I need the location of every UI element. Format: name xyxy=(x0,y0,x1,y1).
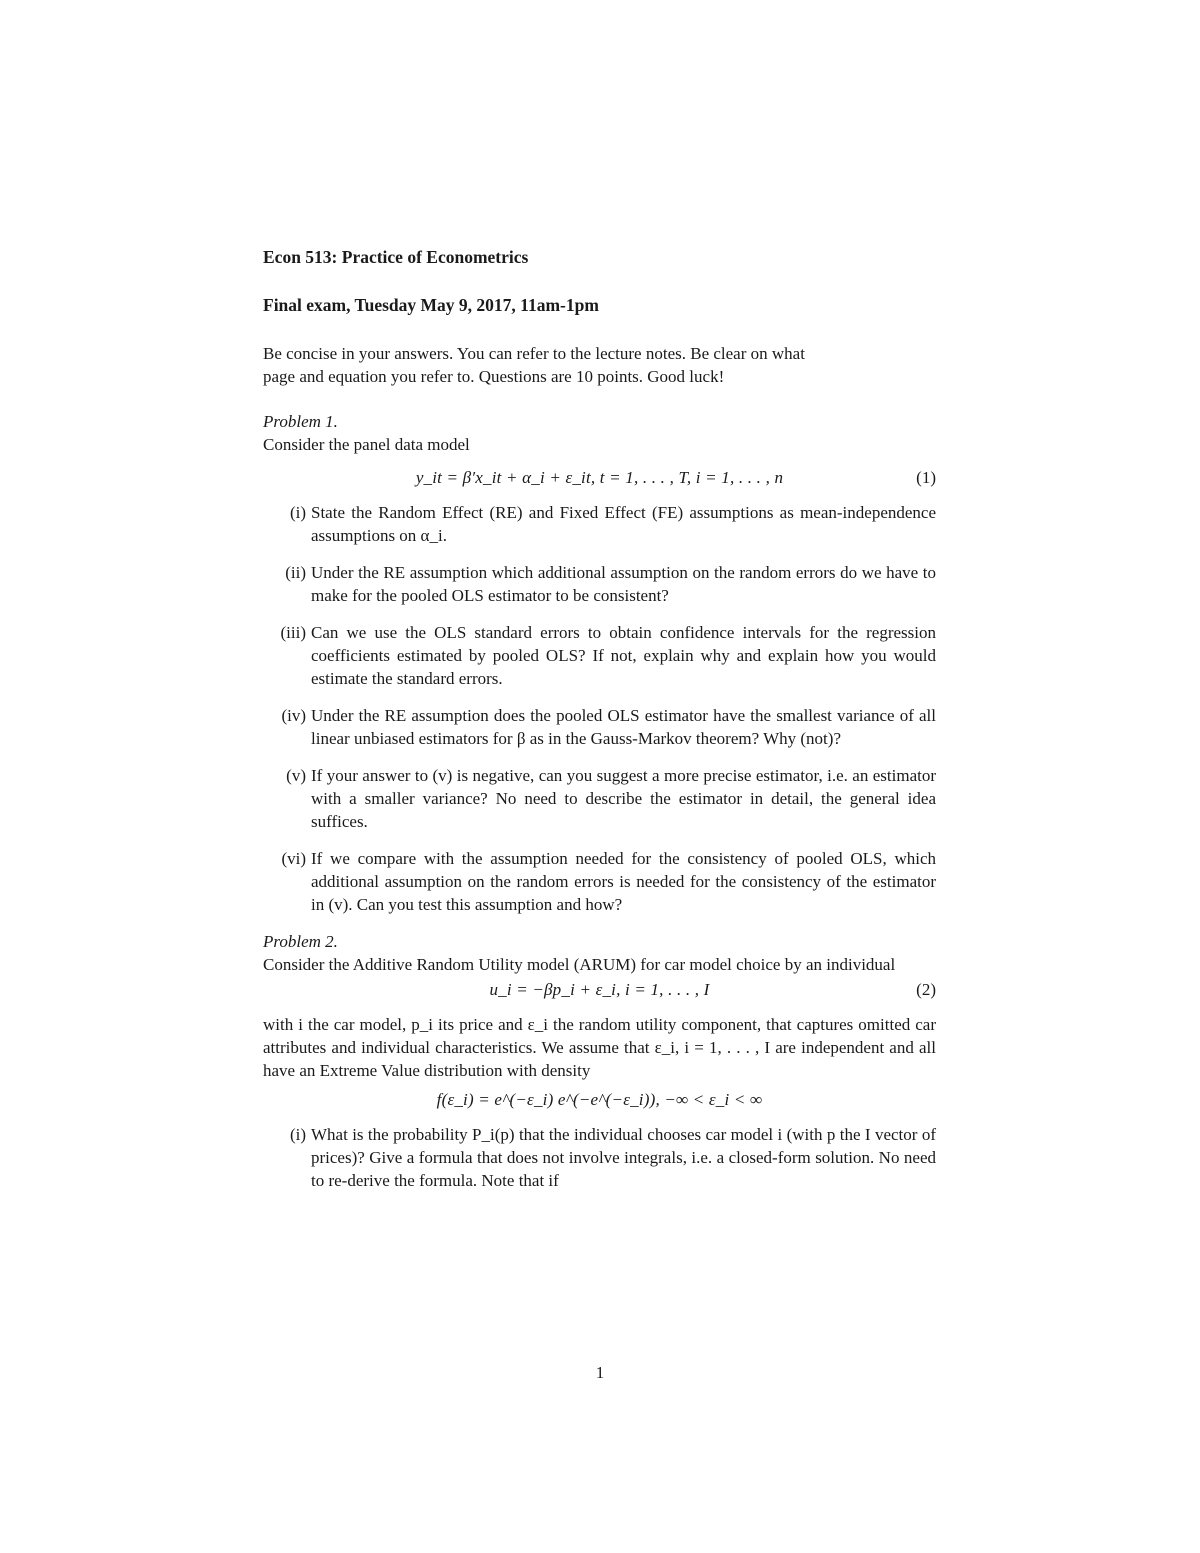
question-text: State the Random Effect (RE) and Fixed Effect (FE) assumptions as mean-independence assumptions on α_i. xyxy=(311,503,936,545)
question-text: Under the RE assumption does the pooled OLS estimator have the smallest variance of all linear unbiased estimators for β as in the Gauss-Markov theorem? Why (not)? xyxy=(311,706,936,748)
question-label: (vi) xyxy=(281,849,306,868)
question-text: What is the probability P_i(p) that the individual chooses car model i (with p the I vector of prices)? Give a formula that does not involve integrals, i.e. a closed-form solution. No need to re-derive the formula. Note that if xyxy=(311,1125,936,1190)
instructions-line-2: page and equation you refer to. Questions are 10 points. Good luck! xyxy=(263,367,725,386)
equation-2 xyxy=(263,978,936,1001)
equation-1-formula: y_it = β′x_it + α_i + ε_it, t = 1, . . . , T, i = 1, . . . , n xyxy=(415,468,784,487)
question-text: If we compare with the assumption needed for the consistency of pooled OLS, which additional assumption on the random errors is needed for the consistency of the estimator in (v). Can you test this assumption and how? xyxy=(311,849,936,914)
question-label: (i) xyxy=(289,503,306,522)
density-formula: f(ε_i) = e^(−ε_i) e^(−e^(−ε_i)), −∞ < ε_i < ∞ xyxy=(436,1090,763,1109)
question-text: Can we use the OLS standard errors to obtain confidence intervals for the regression coefficients estimated by pooled OLS? If not, explain why and explain how you would estimate the standard errors. xyxy=(311,623,936,688)
instructions xyxy=(263,342,936,388)
problem-1-questions xyxy=(263,501,936,916)
question-item xyxy=(263,561,936,607)
problem-2-questions xyxy=(263,1123,936,1192)
question-label: (i) xyxy=(289,1125,306,1144)
question-text: If your answer to (v) is negative, can you suggest a more precise estimator, i.e. an estimator with a smaller variance? No need to describe the estimator in detail, the general idea suffices. xyxy=(311,766,936,831)
equation-1 xyxy=(263,466,936,489)
question-item xyxy=(263,704,936,750)
density-equation xyxy=(263,1088,936,1111)
question-label: (ii) xyxy=(285,563,306,582)
page-number: 1 xyxy=(595,1363,605,1382)
exam-subtitle: Final exam, Tuesday May 9, 2017, 11am-1pm xyxy=(263,295,599,315)
problem-2-heading: Problem 2. xyxy=(263,932,338,951)
instructions-line-1: Be concise in your answers. You can refer to the lecture notes. Be clear on what xyxy=(263,344,805,363)
problem-2-body: with i the car model, p_i its price and ε_i the random utility component, that captures omitted car attributes and individual characteristics. We assume that ε_i, i = 1, . . . , I are independent and all have an Extreme Value distribution with density xyxy=(263,1015,936,1080)
equation-2-number: (2) xyxy=(916,980,936,999)
equation-1-number: (1) xyxy=(916,468,936,487)
question-item xyxy=(263,621,936,690)
question-item xyxy=(263,764,936,833)
question-label: (v) xyxy=(286,766,306,785)
equation-2-formula: u_i = −βp_i + ε_i, i = 1, . . . , I xyxy=(489,980,710,999)
question-label: (iii) xyxy=(280,623,306,642)
problem-1-heading: Problem 1. xyxy=(263,412,338,431)
problem-1-lead: Consider the panel data model xyxy=(263,435,470,454)
question-item xyxy=(263,1123,936,1192)
question-text: Under the RE assumption which additional assumption on the random errors do we have to make for the pooled OLS estimator to be consistent? xyxy=(311,563,936,605)
question-item xyxy=(263,501,936,547)
question-label: (iv) xyxy=(281,706,306,725)
exam-content xyxy=(263,246,936,1206)
page-title: Econ 513: Practice of Econometrics xyxy=(263,247,529,267)
problem-2-lead: Consider the Additive Random Utility model (ARUM) for car model choice by an individual xyxy=(263,955,896,974)
question-item xyxy=(263,847,936,916)
